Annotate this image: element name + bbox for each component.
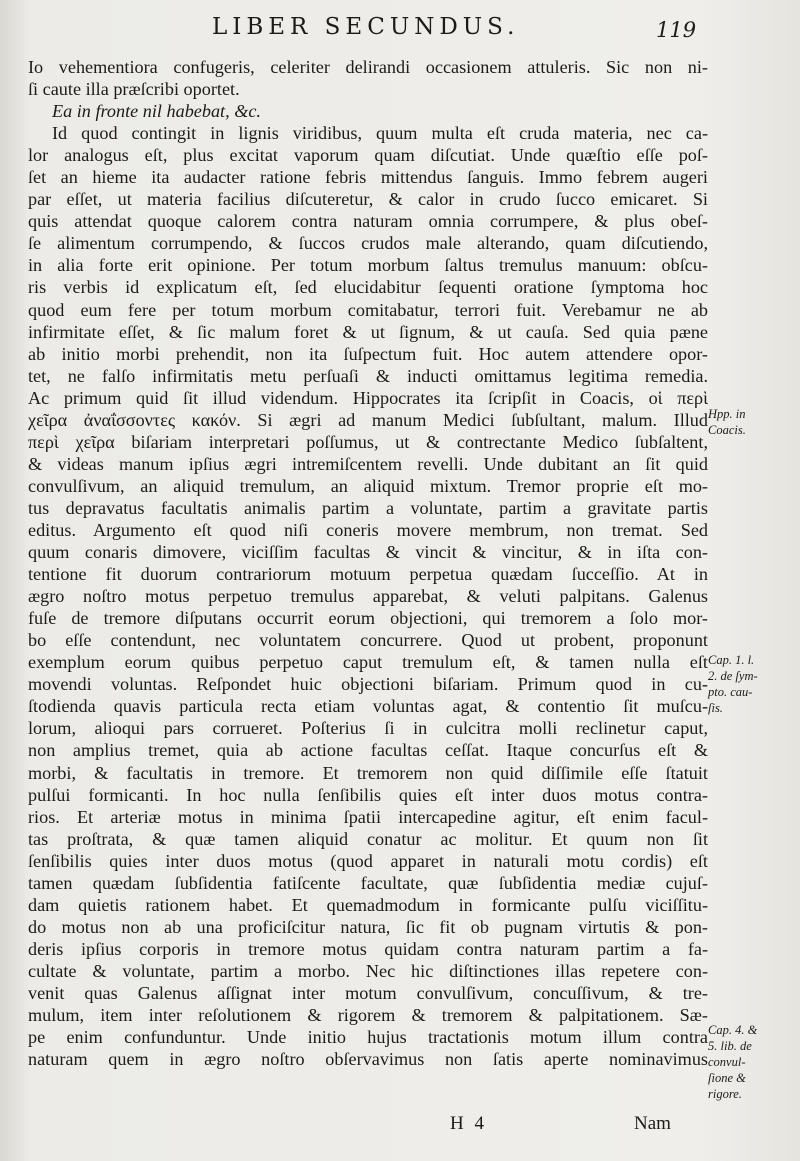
text-line: ægro noſtro motus perpetuo tremulus apparebat, & veluti palpitans. Galenus bbox=[28, 586, 708, 607]
text-line: mulum, item inter reſolutionem & rigorem & tremorem & palpitationem. Sæ- bbox=[28, 1005, 708, 1026]
marginal-line: ſione & bbox=[708, 1071, 746, 1085]
lemma-quote: Ea in fronte nil habebat, &c. bbox=[52, 101, 261, 122]
marginal-line: Cap. 4. & bbox=[708, 1023, 758, 1037]
text-line: non amplius tremet, quia ab actione facultas ceſſat. Itaque concurſus eſt & bbox=[28, 740, 708, 761]
text-line: dam quietis rationem habet. Et quemadmodum in formicante pulſu viciſſitu- bbox=[28, 894, 708, 915]
text-line: deris ipſius corporis in tremore motus quidam contra naturam partim a fa- bbox=[28, 938, 708, 959]
text-line: exemplum eorum quibus perpetuo caput tremulum eſt, & tamen nulla eſt bbox=[28, 652, 708, 673]
text-line: Ac primum quid ſit illud videndum. Hippocrates ita ſcripſit in Coacis, οἱ περὶ bbox=[28, 387, 708, 408]
catchword: Nam bbox=[634, 1113, 671, 1134]
running-title: LIBER SECUNDUS. bbox=[212, 14, 520, 40]
page-footer bbox=[0, 1113, 800, 1143]
text-line: & videas manum ipſius ægri intremiſcentem revelli. Unde dubitant an ſit quid bbox=[28, 453, 708, 474]
text-line: infirmitate eſſet, & ſic malum foret & ut ſignum, & ut cauſa. Sed quia pæne bbox=[28, 321, 708, 342]
text-line: fuſe de tremore diſputans occurrit eorum objectioni, qui tremorem a ſolo mor- bbox=[28, 608, 708, 629]
text-line: in alia forte erit opinione. Per totum morbum ſaltus tremulus manuum: obſcu- bbox=[28, 255, 708, 276]
text-line: tet, ne falſo infirmitatis metu perſuaſi & inducti omittamus legitima remedia. bbox=[28, 365, 708, 386]
text-line: ris verbis id explicatum eſt, ſed elucidabitur ſequenti oratione ſymptoma hoc bbox=[28, 277, 708, 298]
text-line: ſenſibilis quies inter duos motus (quod apparet in naturali motu cordis) eſt bbox=[28, 850, 708, 871]
text-line: ſet an hieme ita audacter ratione febris mittendus ſanguis. Immo febrem augeri bbox=[28, 167, 708, 188]
text-line: quod eum fere per totum morbum comitabatur, terrori fuit. Verebamur ne ab bbox=[28, 299, 708, 320]
marginal-line: rigore. bbox=[708, 1087, 742, 1101]
marginal-line: Cap. 1. l. bbox=[708, 653, 755, 667]
text-line bbox=[28, 1070, 708, 1092]
marginal-line: pto. cau- bbox=[708, 685, 753, 699]
text-line: venit quas Galenus aſſignat inter motum convulſivum, concuſſivum, & tre- bbox=[28, 982, 708, 1003]
text-line: tus depravatus facultatis animalis partim a voluntate, partim a gravitate partis bbox=[28, 497, 708, 518]
text-line: quum conaris dimovere, viciſſim facultas & vincit & vincitur, & in iſta con- bbox=[28, 542, 708, 563]
text-line: ſtodienda quavis particula recta etiam voluntas agat, & contentio ſit muſcu- bbox=[28, 696, 708, 717]
text-line: rios. Et arteriæ motus in minima ſpatii intercapedine agitur, eſt enim facul- bbox=[28, 806, 708, 827]
text-line: Id quod contingit in lignis viridibus, quum multa eſt cruda materia, nec ca- bbox=[52, 123, 708, 144]
text-line: pulſui formicanti. In hoc nulla ſenſibilis quies eſt inter duos motus contra- bbox=[28, 784, 708, 805]
text-line: cultate & voluntate, partim a morbo. Nec hic diſtinctiones illas repetere con- bbox=[28, 960, 708, 981]
marginal-note-galen-symptoms bbox=[708, 652, 798, 716]
marginal-note-hippocrates bbox=[708, 406, 798, 438]
text-line: naturam quem in ægro noſtro obſervavimus non ſatis aperte nominavimus bbox=[28, 1049, 708, 1070]
marginal-line: Coacis. bbox=[708, 423, 746, 437]
marginal-line: 2. de ſym- bbox=[708, 669, 758, 683]
marginal-line: ſis. bbox=[708, 701, 723, 715]
marginal-line: 5. lib. de bbox=[708, 1039, 752, 1053]
text-line: χεῖρα ἀναΐσσοντες κακόν. Si ægri ad manum Medici ſubſultant, malum. Illud bbox=[28, 409, 708, 430]
text-line: pe enim confunduntur. Unde initio hujus tractationis motum illum contra bbox=[28, 1027, 708, 1048]
text-line: editus. Argumento eſt quod niſi coneris movere membrum, non tremat. Sed bbox=[28, 519, 708, 540]
marginal-line: convul- bbox=[708, 1055, 746, 1069]
text-line: ſi caute illa præſcribi oportet. bbox=[28, 79, 240, 100]
text-line: convulſivum, an aliquid tremulum, an aliquid mixtum. Tremor proprie eſt mo- bbox=[28, 475, 708, 496]
text-line: lor analogus eſt, plus excitat vaporum quam diſcutiat. Unde quæſtio eſſe poſ- bbox=[28, 145, 708, 166]
text-line: tas proſtrata, & quæ tamen aliquid conatur ac molitur. Et quum non ſit bbox=[28, 828, 708, 849]
page-number: 119 bbox=[656, 18, 697, 42]
text-line: tamen quædam ſubſidentia fatiſcente facultate, quæ ſubſidentia mediæ cujuſ- bbox=[28, 872, 708, 893]
page-header bbox=[0, 14, 800, 48]
text-line: tentione fit duorum contrariorum motuum perpetua quædam ſucceſſio. At in bbox=[28, 564, 708, 585]
text-line: lorum, alioqui pars corrueret. Poſterius ſi in culcitra molli reclinetur caput, bbox=[28, 718, 708, 739]
text-line: bo eſſe contendunt, nec voluntatem concurrere. Quod ut probent, proponunt bbox=[28, 630, 708, 651]
text-line: do motus non ab una proficiſcitur natura, ſic fit ob pugnam virtutis & pon- bbox=[28, 916, 708, 937]
text-line: περὶ χεῖρα biſariam interpretari poſſumus, ut & contrectante Medico ſubſaltent, bbox=[28, 431, 708, 452]
text-line: ſe alimentum corrumpendo, & ſuccos crudos male alterando, quam diſcutiendo, bbox=[28, 233, 708, 254]
text-line: ab initio morbi prehendit, non ita ſuſpectum fuit. Hoc autem attendere opor- bbox=[28, 343, 708, 364]
text-line: movendi voluntas. Reſpondet huic objectioni biſariam. Primum quod in cu- bbox=[28, 674, 708, 695]
marginal-note-galen-convulsion bbox=[708, 1022, 798, 1102]
text-line: morbi, & facultatis in tremore. Et tremorem non quid diſſimile eſſe ſtatuit bbox=[28, 762, 708, 783]
text-line: quis attendat quoque calorem contra naturam omnia corrumpere, & plus obeſ- bbox=[28, 211, 708, 232]
text-line: Io vehementiora confugeris, celeriter delirandi occasionem attuleris. Sic non ni- bbox=[28, 57, 708, 77]
text-line: par eſſet, ut materia facilius diſcuteretur, & calor in crudo ſucco emicaret. Si bbox=[28, 189, 708, 210]
body-text bbox=[28, 56, 708, 1092]
signature-mark: H 4 bbox=[450, 1113, 487, 1134]
marginal-line: Hpp. in bbox=[708, 407, 746, 421]
